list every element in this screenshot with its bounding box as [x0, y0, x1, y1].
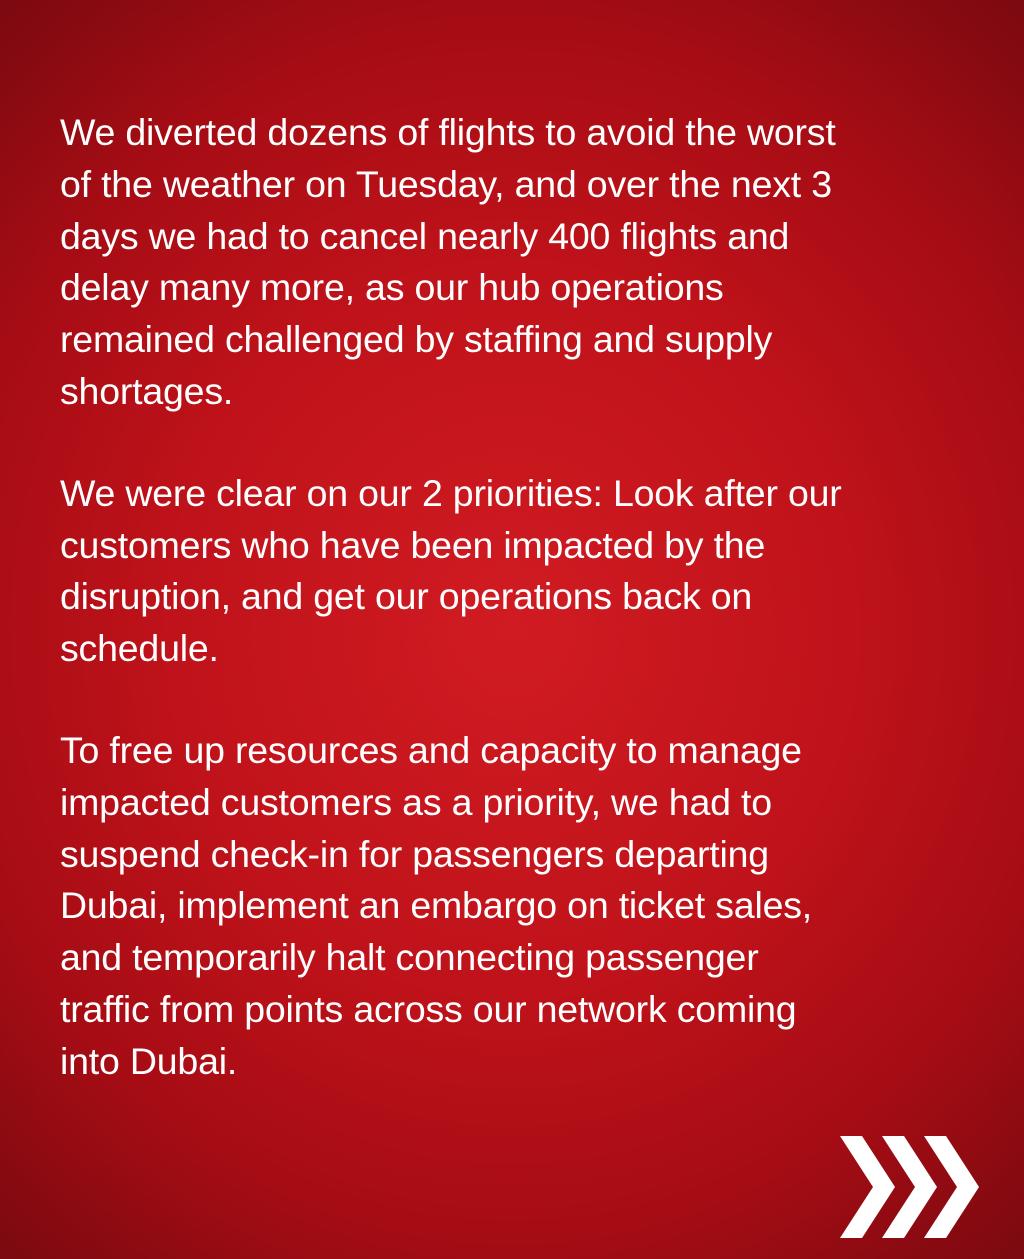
paragraph-resource-measures: To free up resources and capacity to manage impacted customers as a priority, we had to suspend check-in for passengers departing Dubai, implement an embargo on ticket sales, and temporarily halt connecting passenger traffic from points across our network coming into Dubai. [60, 728, 813, 1082]
paragraph-priorities: We were clear on our 2 priorities: Look after our customers who have been impacted by the disruption, and get our operations back on schedule. [60, 471, 842, 670]
triple-chevron-right-icon[interactable] [840, 1136, 980, 1238]
paragraph-flight-cancellations: We diverted dozens of flights to avoid the worst of the weather on Tuesday, and over the next 3 days we had to cancel nearly 400 flights and delay many more, as our hub operations remained challenged by staffing and supply shortages. [60, 111, 836, 412]
statement-body [60, 107, 980, 1138]
chevron-1 [840, 1136, 895, 1238]
